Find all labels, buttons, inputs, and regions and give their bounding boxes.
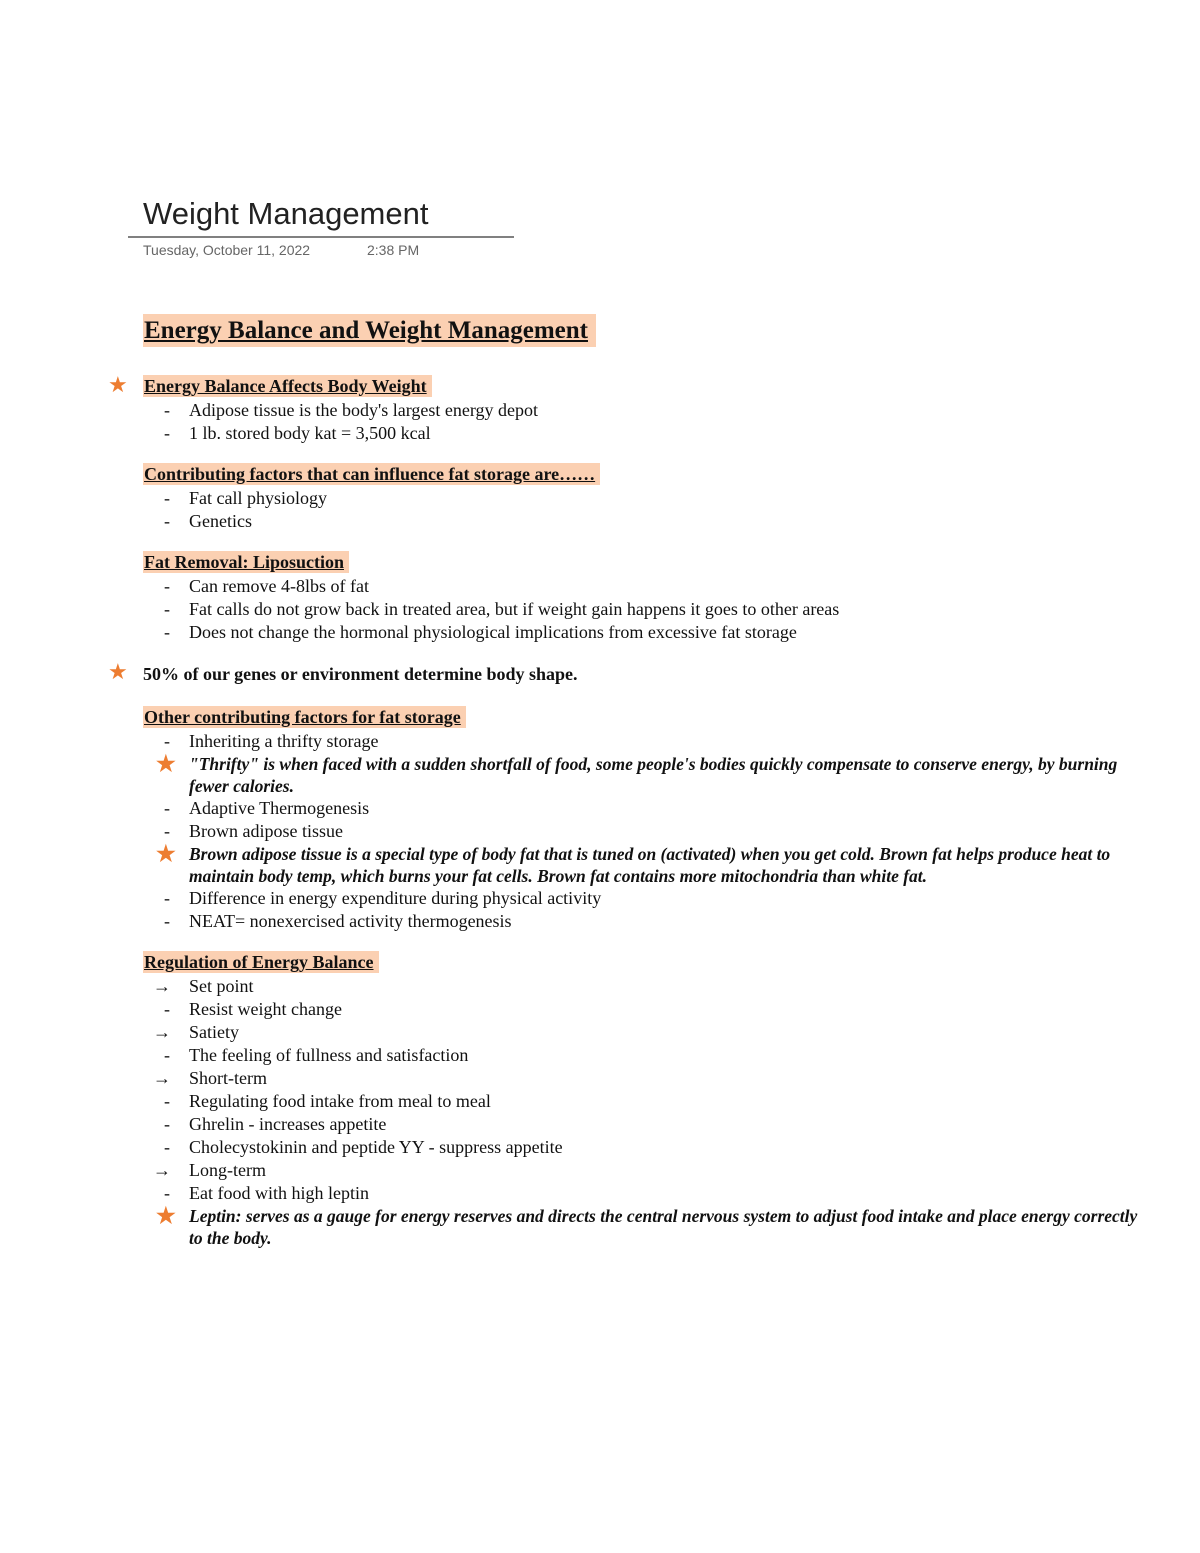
list-item: - Fat call physiology bbox=[164, 488, 327, 508]
dash-bullet: - bbox=[164, 1045, 170, 1065]
section-heading: Other contributing factors for fat storage bbox=[143, 706, 466, 728]
list-item: - Resist weight change bbox=[164, 999, 342, 1019]
list-item: - Difference in energy expenditure during physical activity bbox=[164, 888, 602, 908]
list-item: - Genetics bbox=[164, 511, 252, 531]
key-statement: 50% of our genes or environment determine body shape. bbox=[143, 664, 578, 684]
starred-note: ★ Leptin: serves as a gauge for energy reserves and directs the central nervous system to adjust food intake and place energy correctly to the body. bbox=[156, 1203, 1138, 1248]
bullet-list bbox=[143, 975, 1143, 1205]
bullet-list bbox=[143, 797, 1143, 843]
note-body bbox=[108, 314, 1143, 1267]
bullet-list bbox=[143, 887, 1143, 933]
dash-bullet: - bbox=[164, 599, 170, 619]
arrow-right-icon: → bbox=[153, 976, 171, 996]
dash-bullet: - bbox=[164, 423, 170, 443]
section-energy-balance bbox=[108, 372, 1143, 445]
list-item: - Can remove 4-8lbs of fat bbox=[164, 576, 369, 596]
dash-bullet: - bbox=[164, 576, 170, 596]
section-heading: Regulation of Energy Balance bbox=[143, 951, 379, 973]
title-divider bbox=[128, 236, 514, 238]
list-item: - Brown adipose tissue bbox=[164, 821, 343, 841]
note-date: Tuesday, October 11, 2022 bbox=[143, 242, 311, 258]
list-item: - Does not change the hormonal physiological implications from excessive fat storage bbox=[164, 622, 797, 642]
dash-bullet: - bbox=[164, 622, 170, 642]
bullet-list bbox=[143, 575, 1143, 644]
list-item: - 1 lb. stored body kat = 3,500 kcal bbox=[164, 423, 431, 443]
list-item: → Satiety bbox=[153, 1022, 239, 1042]
list-item: → Short-term bbox=[153, 1068, 267, 1088]
dash-bullet: - bbox=[164, 511, 170, 531]
star-icon: ★ bbox=[108, 659, 128, 684]
dash-bullet: - bbox=[164, 888, 170, 908]
list-item: → Long-term bbox=[153, 1160, 266, 1180]
main-heading: Energy Balance and Weight Management bbox=[143, 314, 596, 347]
section-genes-statement bbox=[108, 659, 1143, 686]
list-item: - Fat calls do not grow back in treated area, but if weight gain happens it goes to other areas bbox=[164, 599, 840, 619]
section-heading: Fat Removal: Liposuction bbox=[143, 551, 349, 573]
star-icon: ★ bbox=[156, 1203, 176, 1228]
dash-bullet: - bbox=[164, 821, 170, 841]
list-item: - Adaptive Thermogenesis bbox=[164, 798, 370, 818]
list-item: - Adipose tissue is the body's largest energy depot bbox=[164, 400, 539, 420]
list-item: - The feeling of fullness and satisfaction bbox=[164, 1045, 469, 1065]
dash-bullet: - bbox=[164, 488, 170, 508]
dash-bullet: - bbox=[164, 999, 170, 1019]
dash-bullet: - bbox=[164, 1114, 170, 1134]
section-other-factors bbox=[143, 706, 1143, 933]
bullet-list bbox=[143, 399, 1143, 445]
list-item: - Regulating food intake from meal to meal bbox=[164, 1091, 491, 1111]
bullet-list bbox=[143, 730, 1143, 753]
arrow-right-icon: → bbox=[153, 1068, 171, 1088]
section-liposuction bbox=[143, 551, 1143, 644]
list-item: → Set point bbox=[153, 976, 254, 996]
section-regulation bbox=[143, 951, 1143, 1249]
list-item: - Eat food with high leptin bbox=[164, 1183, 369, 1203]
dash-bullet: - bbox=[164, 731, 170, 751]
bullet-list bbox=[143, 487, 1143, 533]
list-item: - Cholecystokinin and peptide YY - suppress appetite bbox=[164, 1137, 563, 1157]
dash-bullet: - bbox=[164, 1137, 170, 1157]
section-heading: Energy Balance Affects Body Weight bbox=[143, 375, 432, 397]
dash-bullet: - bbox=[164, 400, 170, 420]
arrow-right-icon: → bbox=[153, 1022, 171, 1042]
section-heading: Contributing factors that can influence fat storage are…… bbox=[143, 463, 600, 485]
dash-bullet: - bbox=[164, 1091, 170, 1111]
star-icon: ★ bbox=[108, 372, 128, 397]
list-item: - NEAT= nonexercised activity thermogenesis bbox=[164, 911, 512, 931]
dash-bullet: - bbox=[164, 1183, 170, 1203]
note-time: 2:38 PM bbox=[367, 242, 420, 258]
star-icon: ★ bbox=[156, 751, 176, 776]
arrow-right-icon: → bbox=[153, 1160, 171, 1180]
star-icon: ★ bbox=[156, 841, 176, 866]
list-item: - Inheriting a thrifty storage bbox=[164, 731, 379, 751]
list-item: - Ghrelin - increases appetite bbox=[164, 1114, 387, 1134]
starred-note: ★ Brown adipose tissue is a special type of body fat that is tuned on (activated) when you get cold. Brown fat helps produce heat to maintain body temp, which burns your fat cells. Brown fat contains more mitochondria than white fat. bbox=[156, 841, 1111, 886]
section-contributing-factors bbox=[143, 463, 1143, 533]
dash-bullet: - bbox=[164, 798, 170, 818]
starred-note: ★ "Thrifty" is when faced with a sudden shortfall of food, some people's bodies quickly compensate to conserve energy, by burning fewer calories. bbox=[156, 751, 1118, 796]
page-title: Weight Management bbox=[143, 196, 429, 231]
dash-bullet: - bbox=[164, 911, 170, 931]
